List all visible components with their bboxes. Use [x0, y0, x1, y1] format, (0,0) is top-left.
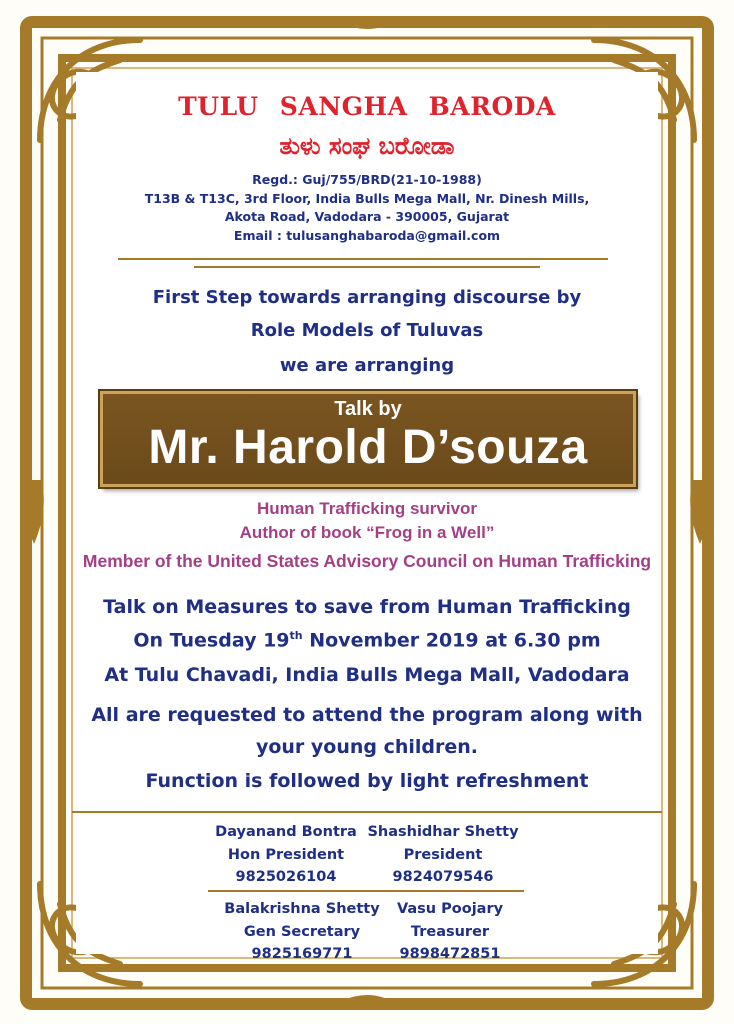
- speaker-info-3: Member of the United States Advisory Council on Human Trafficking: [82, 551, 652, 571]
- intro-line-1: First Step towards arranging discourse by: [152, 287, 582, 308]
- event-date: [0, 629, 734, 651]
- speaker-info-1: Human Trafficking survivor: [256, 499, 478, 518]
- divider: [194, 266, 540, 268]
- banner-subtitle: Talk by: [334, 398, 402, 420]
- officer-role: Treasurer: [410, 923, 490, 940]
- speaker-name: Mr. Harold D’souza: [148, 421, 588, 474]
- address-line-2: Akota Road, Vadodara - 390005, Gujarat: [224, 209, 510, 224]
- intro-line-3: we are arranging: [279, 355, 455, 376]
- officer-name: Vasu Poojary: [396, 901, 504, 917]
- registration-number: Regd.: Guj/755/BRD(21-10-1988): [252, 172, 482, 187]
- officer-name: Shashidhar Shetty: [367, 824, 519, 840]
- request-line-2: your young children.: [255, 736, 479, 758]
- speaker-banner: [100, 391, 636, 487]
- officer-phone: 9825026104: [235, 869, 337, 885]
- officer-phone: 9825169771: [251, 946, 353, 962]
- date-suffix-ordinal: th: [289, 629, 303, 642]
- divider: [72, 811, 662, 813]
- officer-role: President: [403, 846, 483, 863]
- email-line: Email : tulusanghabaroda@gmail.com: [233, 228, 501, 243]
- officer-name: Balakrishna Shetty: [224, 901, 380, 917]
- refreshment-note: Function is followed by light refreshment: [145, 770, 589, 792]
- officer-treasurer: [360, 898, 540, 966]
- date-prefix: On Tuesday 19: [133, 629, 290, 652]
- speaker-info-2: Author of book “Frog in a Well”: [239, 523, 495, 542]
- org-name-kannada: ತುಳು ಸಂಘ ಬರೋಡಾ: [279, 132, 455, 160]
- talk-topic: Talk on Measures to save from Human Trafficking: [103, 596, 631, 618]
- org-name: TULU SANGHA BARODA: [178, 92, 556, 121]
- officer-role: Hon President: [227, 846, 345, 863]
- divider: [118, 258, 608, 260]
- officer-president: [353, 821, 533, 889]
- divider: [208, 890, 524, 892]
- event-venue: At Tulu Chavadi, India Bulls Mega Mall, Vadodara: [104, 664, 630, 686]
- date-rest: November 2019 at 6.30 pm: [302, 629, 601, 652]
- officer-hon-president: [196, 821, 376, 889]
- intro-line-2: Role Models of Tuluvas: [250, 320, 484, 341]
- address-line-1: T13B & T13C, 3rd Floor, India Bulls Mega Mall, Nr. Dinesh Mills,: [144, 191, 590, 206]
- request-line-1: All are requested to attend the program along with: [91, 704, 643, 726]
- officer-name: Dayanand Bontra: [215, 824, 357, 840]
- officer-phone: 9824079546: [392, 869, 494, 885]
- officer-role: Gen Secretary: [243, 923, 361, 940]
- officer-phone: 9898472851: [399, 946, 501, 962]
